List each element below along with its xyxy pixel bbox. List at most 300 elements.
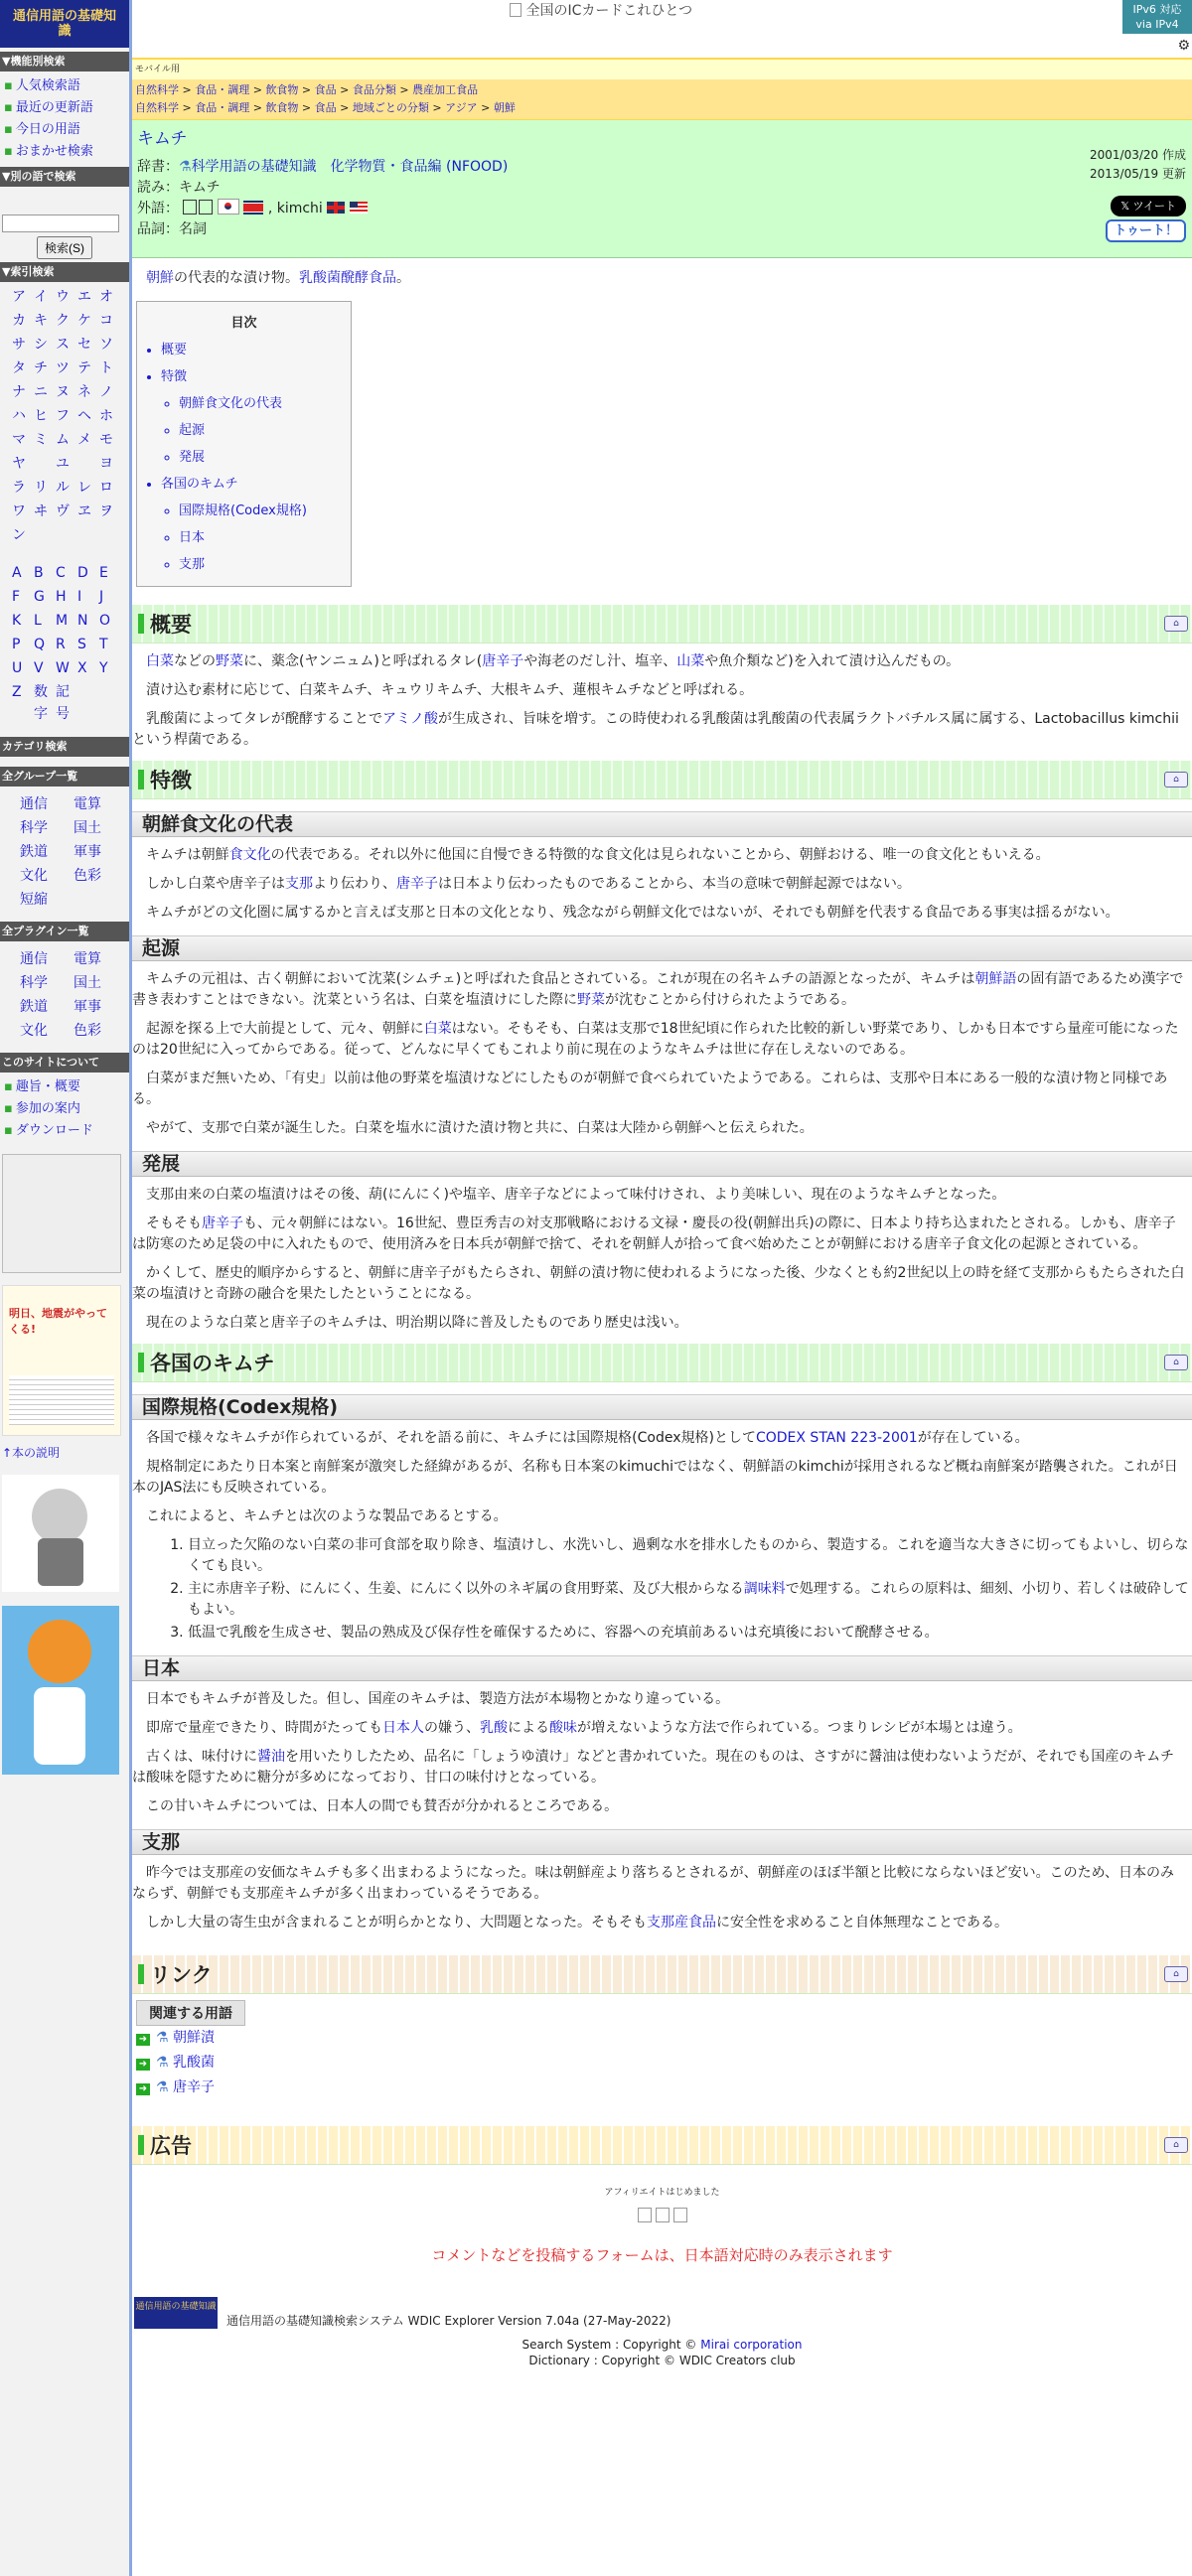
function-link[interactable]: ▪ 人気検索語 bbox=[4, 75, 129, 97]
kana-index-link[interactable]: レ bbox=[77, 480, 91, 496]
ad-placeholder[interactable] bbox=[2, 1154, 121, 1273]
text: はない。そもそも、白菜は支那で18世紀頃に作られた比較的新しい野菜であり、しかも日本ですら量産可能になったのは20世紀に入ってからである。従って、どんなに早くてもこれより前に現在のようなキムチは世に存在しえないのである。 bbox=[132, 1021, 1179, 1058]
section-word-search: ▼別の語で検索 bbox=[0, 167, 129, 187]
text: や海老のだし汁、塩辛、 bbox=[523, 653, 677, 669]
missing-glyph-icon bbox=[199, 200, 213, 215]
breadcrumb-item[interactable]: 自然科学 bbox=[135, 83, 179, 96]
alpha-index-link[interactable]: O bbox=[99, 613, 111, 629]
paragraph bbox=[132, 969, 1192, 1011]
section-heading bbox=[132, 761, 1192, 799]
term-link[interactable]: 食文化 bbox=[228, 847, 271, 863]
breadcrumb-separator: > bbox=[179, 101, 196, 114]
alpha-index-link[interactable]: F bbox=[12, 589, 21, 605]
paragraph bbox=[132, 1214, 1192, 1255]
text: に安全性を求めること自体無理なことである。 bbox=[716, 1915, 1008, 1931]
subsection-heading: 朝鮮食文化の代表 bbox=[132, 811, 1192, 837]
alpha-index-link[interactable]: Z bbox=[12, 684, 22, 700]
kana-index-link[interactable]: フ bbox=[56, 408, 70, 424]
back-to-top-icon[interactable]: ⌂ bbox=[1164, 1355, 1188, 1370]
top-bar bbox=[132, 0, 1192, 58]
kana-index-link[interactable]: ヘ bbox=[77, 408, 91, 424]
group-link[interactable]: 文化 bbox=[20, 868, 48, 884]
text: 乳酸菌によってタレが醗酵することで bbox=[146, 711, 382, 727]
paragraph bbox=[132, 1718, 1192, 1739]
paragraph: 日本でもキムチが普及した。但し、国産のキムチは、製造方法が本場物とかなり違っている。 bbox=[146, 1691, 730, 1707]
text: そもそも bbox=[146, 1216, 202, 1231]
alpha-index-link[interactable]: X bbox=[77, 660, 87, 676]
function-link[interactable]: ▪ 今日の用語 bbox=[4, 119, 129, 141]
paragraph: 現在のような白菜と唐辛子のキムチは、明治期以降に普及したものであり歴史は浅い。 bbox=[146, 1315, 688, 1331]
breadcrumb-item[interactable]: 飲食物 bbox=[265, 83, 299, 96]
banner-alt-text: 全国のICカードこれひとつ bbox=[525, 3, 693, 19]
group-link[interactable]: 通信 bbox=[20, 796, 48, 812]
kana-index-link[interactable]: ヴ bbox=[56, 503, 70, 519]
text: は日本より伝わったものであることから、本当の意味で朝鮮起源ではない。 bbox=[438, 876, 911, 892]
alpha-index-link[interactable]: P bbox=[12, 637, 21, 652]
missing-glyph-icon bbox=[183, 200, 197, 215]
related-terms bbox=[132, 2000, 1192, 2100]
book-description-link[interactable]: ↑本の説明 bbox=[2, 1446, 61, 1460]
text: の代表である。それ以外に他国に自慢できる特徴的な食文化は見られないことから、朝鮮おける、唯一の食文化ともいえる。 bbox=[270, 847, 1050, 863]
table-of-contents bbox=[136, 301, 352, 587]
toc-item-label: 各国のキムチ bbox=[161, 477, 238, 492]
kana-index-link[interactable]: コ bbox=[99, 313, 113, 329]
breadcrumb bbox=[135, 99, 1189, 117]
plugin-link[interactable]: 文化 bbox=[20, 1023, 48, 1039]
term-link[interactable]: 唐辛子 bbox=[482, 653, 524, 669]
section-heading bbox=[132, 2126, 1192, 2165]
alpha-index-link[interactable]: W bbox=[56, 660, 70, 676]
us-flag-icon bbox=[350, 202, 368, 214]
alpha-index-link[interactable]: L bbox=[34, 613, 42, 629]
term-link[interactable]: 酸味 bbox=[549, 1720, 577, 1736]
paragraph bbox=[132, 845, 1192, 866]
kana-index-link[interactable]: カ bbox=[12, 313, 26, 329]
kana-index-link[interactable]: イ bbox=[34, 289, 48, 305]
main-content bbox=[132, 0, 1192, 2376]
kana-index-link[interactable]: セ bbox=[77, 337, 91, 353]
text: 古くは、味付けに bbox=[146, 1749, 257, 1765]
group-link[interactable]: 短縮 bbox=[20, 892, 48, 908]
alpha-index-link[interactable]: S bbox=[77, 637, 86, 652]
south-korea-flag-icon bbox=[218, 199, 239, 215]
kana-index-link[interactable]: ナ bbox=[12, 384, 26, 400]
section-about: このサイトについて bbox=[0, 1053, 129, 1073]
kana-index-link bbox=[56, 524, 77, 546]
related-link[interactable]: 乳酸菌 bbox=[173, 2055, 216, 2071]
toc-item[interactable]: ◦ 朝鮮食文化の代表 bbox=[179, 390, 351, 417]
alpha-index-link[interactable]: E bbox=[99, 565, 108, 581]
kana-index-link[interactable]: キ bbox=[34, 313, 48, 329]
term-link[interactable]: 野菜 bbox=[216, 653, 243, 669]
paragraph bbox=[132, 1747, 1192, 1789]
search-input[interactable] bbox=[2, 215, 119, 232]
back-to-top-icon[interactable]: ⌂ bbox=[1164, 772, 1188, 787]
term-link[interactable]: 白菜 bbox=[146, 653, 174, 669]
breadcrumb-item[interactable]: アジア bbox=[445, 101, 478, 114]
breadcrumb-separator: > bbox=[249, 83, 266, 96]
kana-index-link[interactable]: メ bbox=[77, 432, 91, 448]
breadcrumb-item[interactable]: 農産加工食品 bbox=[412, 83, 479, 96]
paragraph: キムチがどの文化圏に属するかと言えば支那と日本の文化となり、残念ながら朝鮮文化ではないが、それでも朝鮮を代表する食品である事実は揺るがない。 bbox=[146, 905, 1119, 921]
dict-label: 辞書： bbox=[137, 159, 179, 175]
text: 主に赤唐辛子粉、にんにく、生姜、にんにく以外のネギ属の食用野菜、及び大根からなる bbox=[188, 1581, 744, 1597]
term-link[interactable]: 白菜 bbox=[423, 1021, 452, 1037]
group-link[interactable]: 鉄道 bbox=[20, 844, 48, 860]
group-link[interactable]: 国土 bbox=[74, 820, 101, 836]
character-figure-image[interactable] bbox=[2, 1475, 119, 1592]
plugin-link[interactable]: 科学 bbox=[20, 975, 48, 991]
term-link[interactable]: 支那産食品 bbox=[647, 1915, 716, 1931]
tweet-button[interactable]: 𝕏 ツイート bbox=[1111, 196, 1186, 216]
kana-index-link[interactable]: ヰ bbox=[34, 503, 48, 519]
kana-index-link[interactable]: ニ bbox=[34, 384, 48, 400]
kana-index-link[interactable]: ヤ bbox=[12, 456, 26, 472]
section-heading bbox=[132, 1955, 1192, 1994]
alpha-index-link[interactable]: U bbox=[12, 660, 23, 676]
kana-index-link[interactable]: ヨ bbox=[99, 456, 113, 472]
alpha-index-link[interactable]: G bbox=[34, 589, 45, 605]
alpha-index-link[interactable]: A bbox=[12, 565, 22, 581]
paragraph: この甘いキムチについては、日本人の間でも賛否が分かれるところである。 bbox=[146, 1798, 619, 1814]
plugin-link[interactable]: 軍事 bbox=[74, 999, 101, 1015]
list-item: 1. 目立った欠陥のない白菜の非可食部を取り除き、塩漬けし、水洗いし、過剰な水を排水したものから、製造する。これを適当な大きさに切ってもよいし、切らなくても良い。 bbox=[188, 1535, 1192, 1577]
about-link[interactable]: ▪ ダウンロード bbox=[4, 1120, 129, 1142]
term-link[interactable]: 醤油 bbox=[257, 1749, 285, 1765]
term-link[interactable]: 唐辛子 bbox=[396, 876, 438, 892]
pos-row bbox=[137, 219, 1187, 240]
group-link[interactable]: 軍事 bbox=[74, 844, 101, 860]
kana-index-link[interactable]: ヱ bbox=[77, 503, 91, 519]
group-link[interactable]: 電算 bbox=[74, 796, 101, 812]
kana-index-link[interactable]: ヌ bbox=[56, 384, 70, 400]
toot-label: トゥート！ bbox=[1114, 223, 1178, 238]
pos-label: 品詞： bbox=[137, 221, 179, 237]
term-link[interactable]: 日本人 bbox=[382, 1720, 424, 1736]
kana-index-link[interactable]: シ bbox=[34, 337, 48, 353]
kana-index-link[interactable]: モ bbox=[99, 432, 113, 448]
alpha-index-link[interactable]: J bbox=[99, 589, 104, 605]
kana-index-link[interactable]: ア bbox=[12, 289, 26, 305]
toc-item[interactable]: ◦ 発展 bbox=[179, 444, 351, 471]
alpha-index-link[interactable]: H bbox=[56, 589, 67, 605]
heading-text: 各国のキムチ bbox=[150, 1352, 275, 1375]
toc-item[interactable]: ◦ 起源 bbox=[179, 417, 351, 444]
external-link[interactable]: CODEX STAN 223-2001 bbox=[755, 1430, 918, 1446]
alpha-index-link[interactable]: N bbox=[77, 613, 88, 629]
kana-index-link[interactable]: リ bbox=[34, 480, 48, 496]
related-link[interactable]: 朝鮮漬 bbox=[173, 2030, 216, 2046]
page-title: キムチ bbox=[137, 129, 188, 149]
pos-value: 名詞 bbox=[179, 221, 207, 237]
site-logo[interactable] bbox=[0, 0, 129, 48]
text: 薬念 bbox=[271, 653, 299, 669]
toot-button[interactable] bbox=[1106, 219, 1186, 242]
text: しかし大量の寄生虫が含まれることが明らかとなり、大問題となった。そもそも bbox=[146, 1915, 647, 1931]
plugin-list bbox=[0, 941, 129, 1049]
entry-header bbox=[132, 120, 1192, 258]
kana-index-link[interactable]: ラ bbox=[12, 480, 26, 496]
footer-copyright-dictionary: Dictionary : Copyright © WDIC Creators club bbox=[528, 2354, 796, 2367]
heading-bar bbox=[138, 2135, 144, 2155]
heading-text: リンク bbox=[150, 1963, 213, 1987]
breadcrumb-item[interactable]: 食品分類 bbox=[352, 83, 396, 96]
paragraph: 規格制定にあたり日本案と南鮮案が激突した経緯があるが、名称も日本案のkimuchiではなく、朝鮮語のkimchiが採用されるなど概ね南鮮案が踏襲された。これが日本のJAS法にも反映されている。 bbox=[132, 1459, 1178, 1496]
back-to-top-icon[interactable]: ⌂ bbox=[1164, 616, 1188, 632]
foreign-label: 外語： bbox=[137, 201, 179, 216]
kana-index-link[interactable]: ト bbox=[99, 360, 113, 376]
plugin-link[interactable]: 通信 bbox=[20, 951, 48, 967]
footer bbox=[132, 2297, 1192, 2376]
toc-title: 目次 bbox=[230, 316, 257, 331]
breadcrumb-separator: > bbox=[336, 83, 353, 96]
flask-icon: ⚗ bbox=[156, 2030, 169, 2046]
foreign-value: , kimchi bbox=[267, 201, 323, 216]
about-list bbox=[0, 1076, 129, 1142]
toc-item[interactable] bbox=[161, 363, 351, 471]
paragraph bbox=[132, 1428, 1192, 1449]
kana-index-link[interactable]: ホ bbox=[99, 408, 113, 424]
about-link[interactable]: ▪ 趣旨・概要 bbox=[4, 1076, 129, 1098]
toc-item[interactable]: ◦ 支那 bbox=[179, 551, 351, 578]
list-item: 3. 低温で乳酸を生成させ、製品の熟成及び保存性を確保するために、容器への充填前あるいは充填後において醗酵させる。 bbox=[188, 1623, 1192, 1644]
breadcrumb-item[interactable]: 地域ごとの分類 bbox=[352, 101, 429, 114]
flask-icon: ⚗ bbox=[156, 2055, 169, 2071]
text: 。 bbox=[396, 270, 410, 286]
back-to-top-icon[interactable]: ⌂ bbox=[1164, 2137, 1188, 2153]
breadcrumb-separator: > bbox=[179, 83, 196, 96]
arrow-icon: ➜ bbox=[136, 2059, 150, 2071]
kana-index-link[interactable]: ソ bbox=[99, 337, 113, 353]
tweet-label: ツイート bbox=[1132, 200, 1176, 213]
back-to-top-icon[interactable]: ⌂ bbox=[1164, 1966, 1188, 1982]
via-label: via IPv4 bbox=[1135, 18, 1179, 31]
section-index-search: ▼索引検索 bbox=[0, 262, 129, 282]
text: などの bbox=[174, 653, 216, 669]
alpha-index-link[interactable]: Y bbox=[99, 660, 108, 676]
kana-index-link[interactable]: ロ bbox=[99, 480, 113, 496]
codex-list bbox=[132, 1535, 1192, 1644]
dict-link[interactable]: 科学用語の基礎知識 化学物質・食品編 (NFOOD) bbox=[191, 159, 509, 175]
plugin-link[interactable]: 色彩 bbox=[74, 1023, 101, 1039]
ipv6-badge bbox=[1122, 0, 1192, 34]
text: 各国で様々なキムチが作られているが、それを語る前に、キムチには国際規格(Codex規格)として bbox=[146, 1430, 756, 1446]
kana-index-link[interactable]: ネ bbox=[77, 384, 91, 400]
broken-image-icon bbox=[656, 2208, 670, 2222]
ic-card-banner[interactable] bbox=[510, 0, 692, 20]
paragraph: これによると、キムチとは次のような製品であるとする。 bbox=[146, 1508, 508, 1524]
kana-index-link[interactable]: マ bbox=[12, 432, 26, 448]
alpha-index-link[interactable]: T bbox=[99, 637, 108, 652]
figure-image[interactable] bbox=[2, 1606, 119, 1775]
kana-index bbox=[0, 282, 129, 550]
alpha-index-link[interactable]: I bbox=[77, 589, 82, 605]
group-link[interactable]: 色彩 bbox=[74, 868, 101, 884]
dict-row bbox=[137, 157, 1187, 178]
kana-index-link bbox=[77, 453, 99, 475]
term-link[interactable]: 朝鮮 bbox=[146, 270, 174, 286]
kana-index-link[interactable]: ユ bbox=[56, 456, 70, 472]
text: キムチの元祖は、古く朝鮮において沈菜(シムチェ)と呼ばれた食品とされている。これが現在の名キムチの語源となったが、キムチは bbox=[146, 971, 975, 987]
subsection-heading: 発展 bbox=[132, 1151, 1192, 1177]
word-search-form bbox=[0, 187, 129, 255]
paragraph: かくして、歴史的順序からすると、朝鮮に唐辛子がもたらされ、朝鮮の漬け物に使われるようになった後、少なくとも約2世紀以上の時を経て支那からもたらされた白菜の塩漬けと奇跡の融合を果たしたということになる。 bbox=[132, 1265, 1185, 1302]
alpha-index-link[interactable]: D bbox=[77, 565, 88, 581]
alpha-index-link[interactable]: V bbox=[34, 660, 44, 676]
kana-index-link[interactable]: ム bbox=[56, 432, 70, 448]
section-heading bbox=[132, 1344, 1192, 1382]
uk-flag-icon bbox=[327, 202, 345, 214]
section-function-search: ▼機能別検索 bbox=[0, 52, 129, 72]
flask-icon: ⚗ bbox=[179, 159, 192, 175]
section-groups: 全グループ一覧 bbox=[0, 767, 129, 787]
kana-index-link[interactable]: チ bbox=[34, 360, 48, 376]
mirai-link[interactable]: Mirai corporation bbox=[700, 2338, 803, 2352]
subsection-heading: 国際規格(Codex規格) bbox=[132, 1394, 1192, 1420]
text: 起源を探る上で大前提として、元々、朝鮮に bbox=[146, 1021, 424, 1037]
section-category-search[interactable]: カテゴリ検索 bbox=[0, 737, 129, 757]
footer-logo[interactable] bbox=[134, 2297, 218, 2329]
alpha-index-link[interactable]: Q bbox=[34, 637, 46, 652]
updated-date: 2013/05/19 更新 bbox=[1090, 167, 1186, 181]
text: が沈むことから付けられたようである。 bbox=[605, 992, 855, 1008]
search-button[interactable]: 検索(S) bbox=[37, 236, 92, 259]
paragraph bbox=[132, 874, 1192, 895]
breadcrumb-item[interactable]: 食品・調理 bbox=[195, 101, 250, 114]
function-link[interactable]: ▪ おまかせ検索 bbox=[4, 141, 129, 163]
term-link[interactable]: 朝鮮語 bbox=[974, 971, 1017, 987]
kana-index-link[interactable]: ハ bbox=[12, 408, 26, 424]
kana-index-link[interactable]: ワ bbox=[12, 503, 26, 519]
about-link[interactable]: ▪ 参加の案内 bbox=[4, 1098, 129, 1120]
breadcrumb-item[interactable]: 飲食物 bbox=[265, 101, 299, 114]
kana-index-link[interactable]: ク bbox=[56, 313, 70, 329]
breadcrumb-item[interactable]: 食品・調理 bbox=[195, 83, 250, 96]
site-logo-text: 通信用語の基礎知識 bbox=[12, 9, 116, 39]
alpha-index-link[interactable]: R bbox=[56, 637, 66, 652]
entry-meta bbox=[1090, 146, 1186, 242]
created-date: 2001/03/20 作成 bbox=[1090, 148, 1186, 162]
kana-index-link[interactable]: オ bbox=[99, 289, 113, 305]
sidebar bbox=[0, 0, 132, 2576]
subsection-heading: 日本 bbox=[132, 1655, 1192, 1681]
breadcrumb-item[interactable]: 食品 bbox=[314, 101, 337, 114]
kana-index-link[interactable]: ヒ bbox=[34, 408, 48, 424]
kana-index-link bbox=[34, 524, 56, 546]
function-link[interactable]: ▪ 最近の更新語 bbox=[4, 97, 129, 119]
kana-index-link[interactable]: サ bbox=[12, 337, 26, 353]
text: で処理する。これらの原料は、細刻、小切り、若しくは破砕してもよい。 bbox=[188, 1581, 1189, 1618]
breadcrumb-item[interactable]: 自然科学 bbox=[135, 101, 179, 114]
term-link[interactable]: 支那 bbox=[285, 876, 313, 892]
heading-text: 特徴 bbox=[150, 769, 192, 792]
kana-index-link[interactable]: エ bbox=[77, 289, 91, 305]
settings-icon[interactable]: ⚙ bbox=[1177, 38, 1190, 54]
paragraph: 漬け込む素材に応じて、白菜キムチ、キュウリキムチ、大根キムチ、蓮根キムチなどと呼ばれる。 bbox=[146, 682, 754, 698]
kana-index-link[interactable]: ケ bbox=[77, 313, 91, 329]
alpha-index-link[interactable]: 数字 bbox=[34, 684, 48, 722]
breadcrumb-item[interactable]: 朝鮮 bbox=[493, 101, 516, 114]
kana-index-link[interactable]: ス bbox=[56, 337, 70, 353]
alpha-index-link[interactable]: K bbox=[12, 613, 22, 629]
toc-item[interactable] bbox=[161, 471, 351, 578]
kana-index-link[interactable]: ミ bbox=[34, 432, 48, 448]
plugin-link[interactable]: 電算 bbox=[74, 951, 101, 967]
paragraph: 支那由来の白菜の塩漬けはその後、葫(にんにく)や塩辛、唐辛子などによって味付けされ、より美味しい、現在のようなキムチとなった。 bbox=[146, 1187, 1006, 1203]
related-item[interactable] bbox=[132, 2026, 1192, 2051]
text: の固有語であるため漢字で書き表わすことはできない。沈菜という名は、白菜を塩漬けにした際に bbox=[132, 971, 1184, 1008]
term-link[interactable]: 山菜 bbox=[676, 653, 705, 669]
kana-index-link[interactable]: ツ bbox=[56, 360, 70, 376]
text: による bbox=[508, 1720, 549, 1736]
kana-index-link[interactable]: ウ bbox=[56, 289, 70, 305]
breadcrumb-separator: > bbox=[298, 101, 315, 114]
term-link[interactable]: 乳酸菌醗酵食品 bbox=[299, 270, 396, 286]
arrow-icon: ➜ bbox=[136, 2034, 150, 2046]
kana-index-link bbox=[34, 453, 56, 475]
related-item[interactable] bbox=[132, 2075, 1192, 2100]
mobile-link[interactable]: モバイル用 bbox=[132, 58, 1192, 79]
toc-item-label: 特徴 bbox=[161, 369, 188, 384]
list-item bbox=[188, 1579, 1192, 1621]
kana-index-link[interactable]: ノ bbox=[99, 384, 113, 400]
breadcrumb bbox=[135, 81, 1189, 99]
plugin-link[interactable]: 国土 bbox=[74, 975, 101, 991]
term-link[interactable]: アミノ酸 bbox=[382, 711, 438, 727]
related-item[interactable] bbox=[132, 2051, 1192, 2075]
section-plugins: 全プラグイン一覧 bbox=[0, 922, 129, 941]
breadcrumb-separator: > bbox=[428, 101, 446, 114]
breadcrumb-item[interactable]: 食品 bbox=[314, 83, 337, 96]
text: が生成され、旨味を増す。この時使われる乳酸菌は乳酸菌の代表属ラクトバチルス属に属する、Lactobacillus kimchiiという桿菌である。 bbox=[132, 711, 1179, 748]
kana-index-link[interactable]: タ bbox=[12, 360, 26, 376]
ad-images[interactable] bbox=[132, 2208, 1192, 2226]
plugin-link[interactable]: 鉄道 bbox=[20, 999, 48, 1015]
breadcrumb-separator: > bbox=[477, 101, 494, 114]
group-list bbox=[0, 787, 129, 918]
related-link[interactable]: 唐辛子 bbox=[173, 2079, 216, 2095]
broken-image-icon bbox=[510, 3, 522, 17]
term-link[interactable]: 調味料 bbox=[743, 1581, 786, 1597]
alpha-index-link[interactable]: M bbox=[56, 613, 69, 629]
footer-logo-text: 通信用語の基礎知識 bbox=[135, 2302, 217, 2312]
toc-item[interactable]: • 概要 bbox=[161, 337, 351, 363]
book-ad-title: 明日、地震がやってくる! bbox=[9, 1307, 107, 1336]
term-link[interactable]: 乳酸 bbox=[480, 1720, 508, 1736]
kana-index-link[interactable]: ヲ bbox=[99, 503, 113, 519]
breadcrumbs bbox=[132, 79, 1192, 120]
kana-index-link[interactable]: ン bbox=[12, 527, 26, 543]
text: キムチは朝鮮 bbox=[146, 847, 229, 863]
term-link[interactable]: 唐辛子 bbox=[202, 1216, 243, 1231]
reading-value: キムチ bbox=[179, 180, 221, 196]
toc-item[interactable]: ◦ 国際規格(Codex規格) bbox=[179, 498, 351, 524]
alpha-index-link[interactable]: 記号 bbox=[56, 684, 70, 722]
toc-item[interactable]: ◦ 日本 bbox=[179, 524, 351, 551]
alpha-index-link[interactable]: C bbox=[56, 565, 66, 581]
term-link[interactable]: 野菜 bbox=[577, 992, 605, 1008]
subsection-heading: 起源 bbox=[132, 935, 1192, 961]
book-ad[interactable] bbox=[2, 1285, 121, 1436]
related-terms-header: 関連する用語 bbox=[136, 2000, 245, 2026]
text: しかし白菜や唐辛子は bbox=[146, 876, 285, 892]
kana-index-link[interactable]: テ bbox=[77, 360, 91, 376]
text: Search System : Copyright © bbox=[522, 2338, 701, 2352]
kana-index-link[interactable]: ル bbox=[56, 480, 70, 496]
north-korea-flag-icon bbox=[243, 201, 263, 215]
alpha-index-link[interactable]: B bbox=[34, 565, 44, 581]
group-link[interactable]: 科学 bbox=[20, 820, 48, 836]
